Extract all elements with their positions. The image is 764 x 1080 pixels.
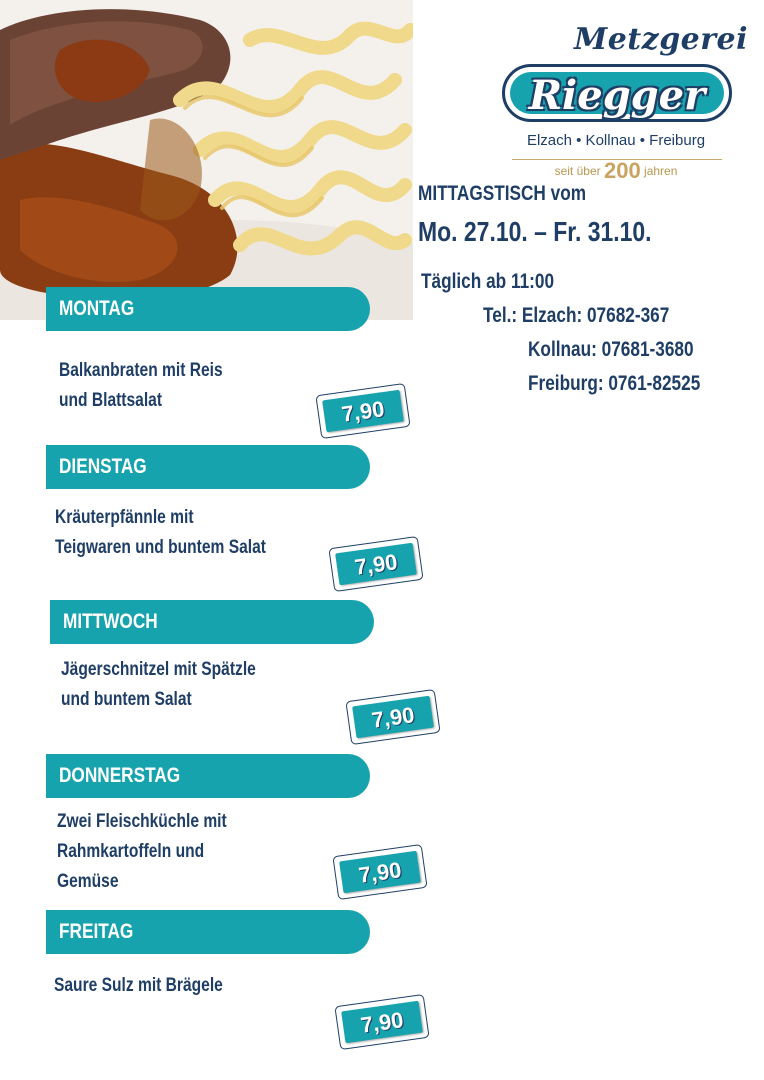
dish-line: Balkanbraten mit Reis [59,360,223,381]
dish-line: Kräuterpfännle mit [55,507,194,528]
price-tag-montag [315,383,410,439]
price-tag-dienstag [328,536,423,592]
day-label: MITTWOCH [63,610,158,633]
day-banner-dienstag [46,445,370,489]
dish-line: Teigwaren und buntem Salat [55,537,266,558]
price-tag-donnerstag [332,844,427,900]
food-photo [0,0,413,320]
dish-donnerstag [57,807,227,897]
since-number: 200 [603,158,641,183]
dish-line: Zwei Fleischküchle mit [57,811,227,832]
phone-kollnau: Kollnau: 07681-3680 [528,338,694,361]
day-banner-montag [46,287,370,331]
price-value: 7,90 [357,857,404,888]
phone-freiburg: Freiburg: 0761-82525 [528,372,701,395]
price-value: 7,90 [370,702,417,733]
logo-locations: Elzach • Kollnau • Freiburg [526,132,706,149]
day-label: DIENSTAG [59,455,147,478]
dish-line: Jägerschnitzel mit Spätzle [61,659,256,680]
price-tag-mittwoch [345,689,440,745]
dish-line: und buntem Salat [61,689,192,710]
logo-pill [502,64,732,122]
price-value: 7,90 [359,1007,406,1038]
price-tag-freitag [334,994,429,1050]
since-suffix: jahren [644,164,678,178]
dish-line: Gemüse [57,871,119,892]
day-label: FREITAG [59,920,134,943]
daily-time: Täglich ab 11:00 [421,270,555,293]
menu-dates: Mo. 27.10. – Fr. 31.10. [418,216,652,247]
day-banner-freitag [46,910,370,954]
day-label: DONNERSTAG [59,764,181,787]
dish-dienstag [55,503,266,563]
dish-line: Rahmkartoffeln und [57,841,205,862]
dish-line: und Blattsalat [59,390,163,411]
phone-elzach: Tel.: Elzach: 07682-367 [483,304,670,327]
price-value: 7,90 [340,396,387,427]
day-banner-mittwoch [50,600,374,644]
since-prefix: seit über [554,164,601,178]
price-value: 7,90 [353,549,400,580]
dish-mittwoch [61,655,256,715]
dish-line: Saure Sulz mit Brägele [54,975,223,996]
brand-logo [496,18,749,186]
day-label: MONTAG [59,297,135,320]
logo-since [496,158,736,184]
logo-name: Riegger [528,72,706,119]
menu-title: MITTAGSTISCH vom [418,182,587,205]
day-banner-donnerstag [46,754,370,798]
logo-metzgerei: Metzgerei [574,22,749,57]
dish-montag [59,356,223,416]
dish-freitag [54,971,223,1001]
